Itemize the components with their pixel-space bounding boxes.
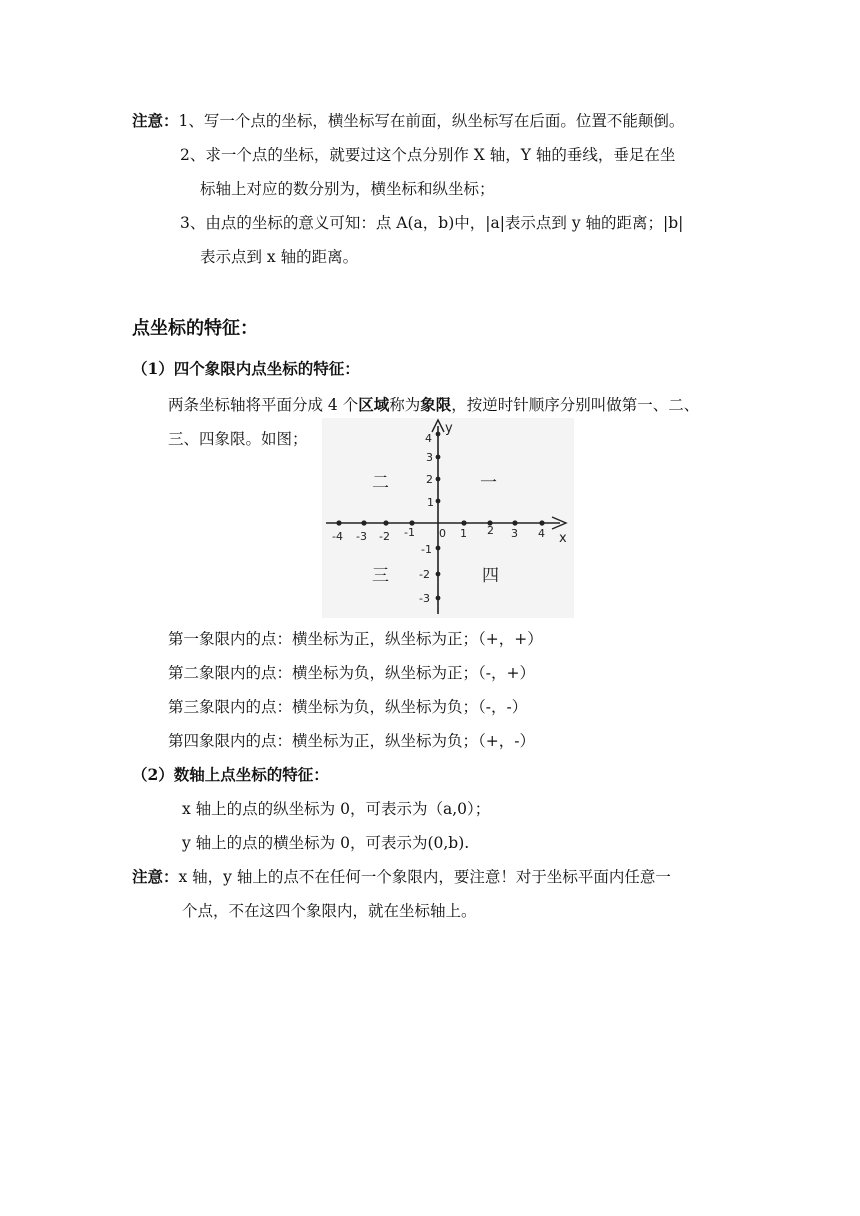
figure-background [322, 418, 574, 618]
x-tick-dot [461, 520, 466, 525]
para-term-quadrant: 象限 [420, 395, 452, 414]
y-tick-label: 3 [426, 451, 433, 464]
quadrant-rule-4: 第四象限内的点：横坐标为正，纵坐标为负；（+，-） [168, 732, 535, 750]
axis-point-x-rule: x 轴上的点的纵坐标为 0，可表示为（a,0）； [182, 800, 491, 818]
note-1-line-1 [132, 110, 684, 132]
x-tick-label: -3 [356, 530, 367, 543]
y-tick-dot [436, 546, 441, 551]
subsection-1-para-line-2: 三、四象限。如图； [168, 430, 308, 448]
note-2-line-1 [132, 866, 671, 888]
note-label: 注意： [132, 867, 179, 886]
note-item-2-line-2: 标轴上对应的数分别为，横坐标和纵坐标； [200, 180, 495, 198]
quadrant-rule-1: 第一象限内的点：横坐标为正，纵坐标为正；（+，+） [168, 630, 543, 648]
note-label: 注意： [132, 111, 179, 130]
note-2-text: x 轴，y 轴上的点不在任何一个象限内，要注意！对于坐标平面内任意一 [178, 868, 671, 886]
x-tick-dot [539, 520, 544, 525]
note-2-line-2: 个点，不在这四个象限内，就在坐标轴上。 [182, 902, 477, 920]
y-axis-label: y [445, 421, 453, 436]
para-text: 两条坐标轴将平面分成 4 个 [168, 396, 359, 414]
y-tick-dot [436, 455, 441, 460]
x-tick-label: 3 [511, 527, 518, 540]
para-term-region: 区域 [358, 395, 390, 414]
y-tick-label: 4 [425, 432, 432, 445]
x-tick-label: -2 [379, 530, 390, 543]
quadrant-label-2: 二 [372, 473, 389, 493]
quadrant-label-4: 四 [482, 566, 499, 586]
x-tick-dot [383, 520, 388, 525]
y-tick-label: 2 [426, 473, 433, 486]
quadrant-label-3: 三 [372, 566, 389, 586]
note-item-3-line-2: 表示点到 x 轴的距离。 [200, 248, 359, 266]
x-tick-dot [512, 520, 517, 525]
quadrant-rule-2: 第二象限内的点：横坐标为负，纵坐标为正；（-，+） [168, 664, 535, 682]
section-title: 点坐标的特征： [132, 318, 258, 339]
y-tick-label: -2 [419, 568, 430, 581]
subsection-1-para-line-1 [168, 394, 699, 416]
x-tick-dot [409, 520, 414, 525]
y-tick-dot [436, 499, 441, 504]
note-item-2-line-1: 2、求一个点的坐标，就要过这个点分别作 X 轴，Y 轴的垂线，垂足在坐 [180, 146, 676, 164]
subsection-1-title: （1）四个象限内点坐标的特征： [132, 359, 360, 378]
x-tick-label: -4 [332, 530, 343, 543]
y-tick-label: -3 [419, 592, 430, 605]
para-text: ，按逆时针顺序分别叫做第一、二、 [451, 396, 700, 414]
x-tick-label: -1 [404, 526, 415, 539]
x-tick-dot [361, 520, 366, 525]
para-text: 称为 [389, 396, 421, 414]
quadrant-label-1: 一 [480, 473, 497, 493]
origin-label: 0 [439, 527, 446, 540]
x-tick-label: 4 [538, 527, 545, 540]
x-tick-label: 1 [460, 527, 467, 540]
y-tick-dot [436, 432, 441, 437]
y-tick-dot [436, 572, 441, 577]
x-tick-dot [336, 520, 341, 525]
note-item-3-line-1: 3、由点的坐标的意义可知：点 A(a，b)中，|a|表示点到 y 轴的距离；|b| [180, 214, 684, 232]
x-axis-label: x [559, 531, 567, 546]
note-item-1: 1、写一个点的坐标，横坐标写在前面，纵坐标写在后面。位置不能颠倒。 [178, 112, 685, 130]
y-tick-dot [436, 477, 441, 482]
y-tick-dot [436, 596, 441, 601]
y-tick-label: 1 [427, 496, 434, 509]
coordinate-plane-figure [322, 418, 574, 618]
subsection-2-title: （2）数轴上点坐标的特征： [132, 765, 329, 784]
quadrant-rule-3: 第三象限内的点：横坐标为负，纵坐标为负；（-，-） [168, 698, 528, 716]
x-tick-label: 2 [487, 524, 494, 537]
y-tick-label: -1 [421, 543, 432, 556]
axis-point-y-rule: y 轴上的点的横坐标为 0，可表示为(0,b). [182, 834, 470, 852]
